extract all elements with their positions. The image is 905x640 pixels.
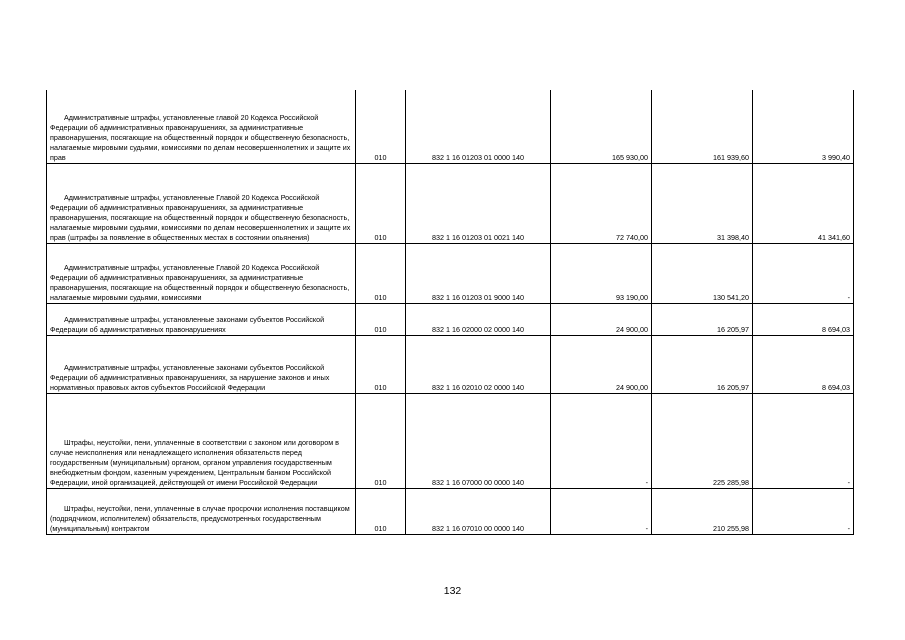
row-approved-amount: 93 190,00 (551, 243, 652, 303)
row-budget-code: 832 1 16 02010 02 0000 140 (406, 335, 551, 393)
row-description: Административные штрафы, установленные главой 20 Кодекса Российской Федерации об административных правонарушениях, за административные правонарушения, посягающие на общественный порядок и общественную безопасность, налагаемые мировыми судьями, комиссиями по делам несовершеннолетних и защите их прав (47, 90, 356, 163)
row-description: Административные штрафы, установленные законами субъектов Российской Федерации об административных правонарушениях, за нарушение законов и иных нормативных правовых актов субъектов Российской Федерации (47, 335, 356, 393)
row-approved-amount: 165 930,00 (551, 90, 652, 163)
row-description: Административные штрафы, установленные Главой 20 Кодекса Российской Федерации об административных правонарушениях, за административные правонарушения, посягающие на общественный порядок и общественную безопасность, налагаемые мировыми судьями, комиссиями (47, 243, 356, 303)
row-budget-code: 832 1 16 01203 01 0021 140 (406, 163, 551, 243)
row-line-code: 010 (356, 393, 406, 488)
row-executed-amount: 225 285,98 (652, 393, 753, 488)
row-unexecuted-amount: 8 694,03 (753, 303, 854, 335)
row-executed-amount: 161 939,60 (652, 90, 753, 163)
row-budget-code: 832 1 16 07010 00 0000 140 (406, 488, 551, 534)
row-unexecuted-amount: 41 341,60 (753, 163, 854, 243)
row-description: Штрафы, неустойки, пени, уплаченные в соответствии с законом или договором в случае неисполнения или ненадлежащего исполнения обязательств перед государственным (муниципальным) органом, органом управления государственным внебюджетным фондом, казенным учреждением, Центральным банком Российской Федерации, иной организацией, действующей от имени Российской Федерации (47, 393, 356, 488)
row-approved-amount: - (551, 488, 652, 534)
row-executed-amount: 31 398,40 (652, 163, 753, 243)
row-approved-amount: 24 900,00 (551, 303, 652, 335)
table-row (47, 90, 854, 163)
row-budget-code: 832 1 16 01203 01 0000 140 (406, 90, 551, 163)
table-row (47, 163, 854, 243)
table-row (47, 335, 854, 393)
row-budget-code: 832 1 16 01203 01 9000 140 (406, 243, 551, 303)
row-budget-code: 832 1 16 07000 00 0000 140 (406, 393, 551, 488)
row-executed-amount: 16 205,97 (652, 335, 753, 393)
row-approved-amount: 72 740,00 (551, 163, 652, 243)
row-executed-amount: 210 255,98 (652, 488, 753, 534)
row-executed-amount: 16 205,97 (652, 303, 753, 335)
row-line-code: 010 (356, 488, 406, 534)
row-unexecuted-amount: - (753, 243, 854, 303)
row-description: Административные штрафы, установленные законами субъектов Российской Федерации об административных правонарушениях (47, 303, 356, 335)
page-number: 132 (443, 585, 462, 597)
row-approved-amount: 24 900,00 (551, 335, 652, 393)
row-line-code: 010 (356, 243, 406, 303)
row-budget-code: 832 1 16 02000 02 0000 140 (406, 303, 551, 335)
table-row (47, 393, 854, 488)
row-approved-amount: - (551, 393, 652, 488)
row-unexecuted-amount: 3 990,40 (753, 90, 854, 163)
revenue-table (46, 90, 854, 535)
row-line-code: 010 (356, 163, 406, 243)
row-description: Штрафы, неустойки, пени, уплаченные в случае просрочки исполнения поставщиком (подрядчиком, исполнителем) обязательств, предусмотренных государственным (муниципальным) контрактом (47, 488, 356, 534)
row-unexecuted-amount: - (753, 393, 854, 488)
row-executed-amount: 130 541,20 (652, 243, 753, 303)
row-line-code: 010 (356, 90, 406, 163)
table-row (47, 243, 854, 303)
table-row (47, 303, 854, 335)
row-unexecuted-amount: - (753, 488, 854, 534)
row-line-code: 010 (356, 335, 406, 393)
row-line-code: 010 (356, 303, 406, 335)
row-unexecuted-amount: 8 694,03 (753, 335, 854, 393)
row-description: Административные штрафы, установленные Главой 20 Кодекса Российской Федерации об административных правонарушениях, за административные правонарушения, посягающие на общественный порядок и общественную безопасность, налагаемые мировыми судьями, комиссиями по делам несовершеннолетних и защите их прав (штрафы за появление в общественных местах в состоянии опьянения) (47, 163, 356, 243)
table-row (47, 488, 854, 534)
